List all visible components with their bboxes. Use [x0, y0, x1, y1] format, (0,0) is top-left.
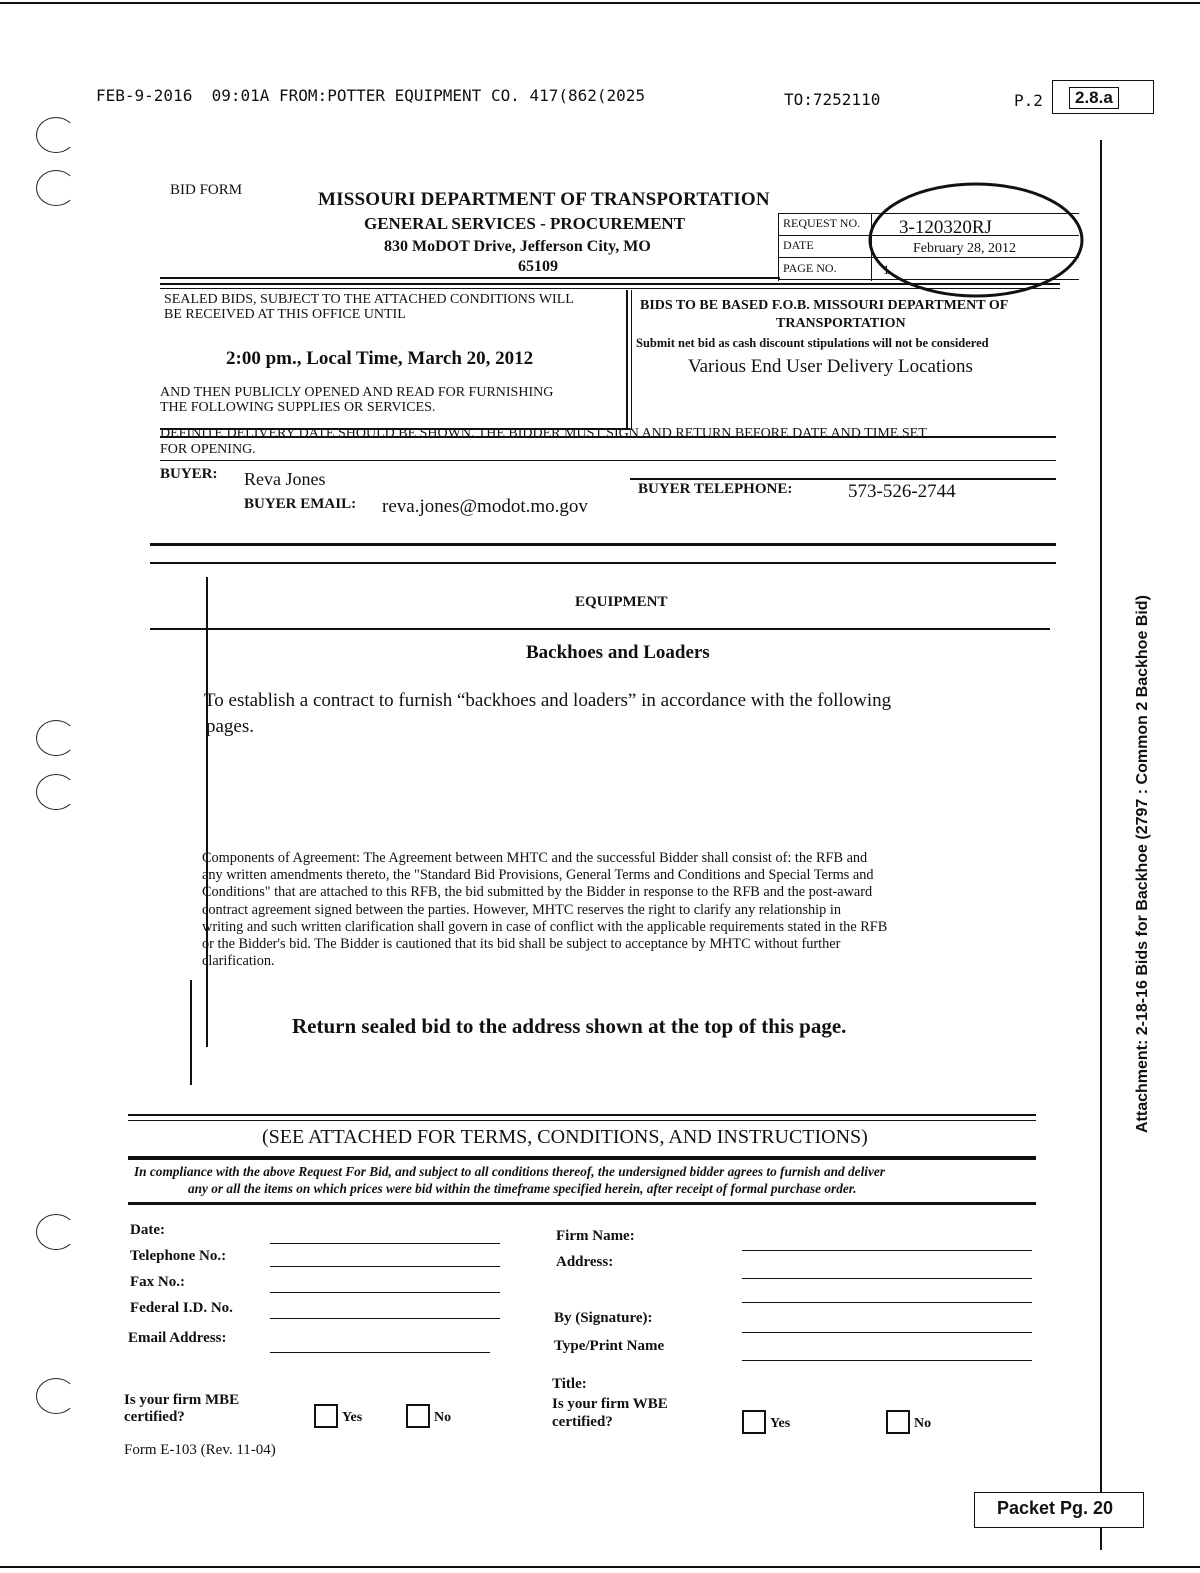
print-name-field[interactable]	[742, 1360, 1032, 1361]
buyer-email-label: BUYER EMAIL:	[244, 496, 357, 512]
side-rule	[1100, 140, 1102, 1550]
delivery-line2: FOR OPENING.	[160, 442, 256, 457]
components-line: any written amendments thereto, the "Standard Bid Provisions, General Terms and Conditions and Special Terms and	[202, 867, 874, 884]
federal-id-field-label: Federal I.D. No.	[130, 1300, 233, 1316]
agency-zip: 65109	[518, 258, 558, 275]
rule	[150, 628, 1050, 630]
components-line: Conditions" that are attached to this RFB, the bid submitted by the Bidder in response to the RFB and the post-award	[202, 884, 873, 901]
request-value: 3-120320RJ	[899, 217, 992, 238]
components-paragraph	[202, 850, 1042, 970]
rule	[160, 460, 1056, 461]
rule	[128, 1156, 1036, 1160]
fob-note: Submit net bid as cash discount stipulations will not be considered	[636, 336, 989, 350]
rule	[150, 562, 1056, 564]
components-line: or the Bidder's bid. The Bidder is cautioned that its bid shall be subject to acceptance by MHTC without further	[202, 936, 841, 953]
binder-hole	[36, 774, 76, 810]
components-line: Components of Agreement: The Agreement between MHTC and the successful Bidder shall consist of: the RFB and	[202, 850, 868, 866]
buyer-phone: 573-526-2744	[848, 481, 956, 502]
date-value: February 28, 2012	[913, 241, 1017, 256]
form-label: BID FORM	[170, 182, 243, 198]
email-field-label: Email Address:	[128, 1330, 227, 1346]
subtitle: Backhoes and Loaders	[526, 642, 710, 663]
intro-line1: To establish a contract to furnish “backhoes and loaders” in accordance with the following	[204, 690, 892, 711]
rule	[128, 1114, 1036, 1116]
fax-page-number: P.2	[1014, 91, 1043, 110]
title-label: Title:	[552, 1376, 587, 1392]
federal-id-field[interactable]	[270, 1318, 500, 1319]
date-field[interactable]	[270, 1243, 500, 1244]
side-attachment-label: Attachment: 2-18-16 Bids for Backhoe (2797 : Common 2 Backhoe Bid)	[1134, 595, 1151, 1133]
fax-field-label: Fax No.:	[130, 1274, 185, 1290]
wbe-yes-checkbox[interactable]	[742, 1410, 766, 1434]
tag-box	[1052, 80, 1154, 114]
packet-page-label: Packet Pg. 20	[997, 1498, 1114, 1518]
date-label: DATE	[783, 238, 814, 252]
delivery-location: Various End User Delivery Locations	[688, 356, 973, 377]
binder-hole	[36, 1214, 76, 1250]
terms-heading: (SEE ATTACHED FOR TERMS, CONDITIONS, AND INSTRUCTIONS)	[262, 1126, 868, 1148]
intro-line2: pages.	[206, 716, 255, 737]
sealed-bids-line1: SEALED BIDS, SUBJECT TO THE ATTACHED CONDITIONS WILL	[164, 292, 574, 307]
components-line: contract agreement signed between the parties. However, MHTC reserves the right to clarify any relationship in	[202, 901, 841, 918]
column-divider	[631, 290, 632, 430]
mbe-no-checkbox[interactable]	[406, 1404, 430, 1428]
return-note: Return sealed bid to the address shown at the top of this page.	[292, 1014, 847, 1038]
request-label: REQUEST NO.	[783, 216, 861, 230]
components-line: writing and such written clarification shall govern in case of conflict with the applicable requirements stated in the RFB	[202, 918, 888, 935]
rule	[128, 1202, 1036, 1205]
telephone-field[interactable]	[270, 1266, 500, 1267]
column-divider	[626, 290, 628, 430]
mbe-yes-checkbox[interactable]	[314, 1404, 338, 1428]
left-margin-rule	[206, 577, 208, 1047]
mbe-question-2: certified?	[124, 1409, 185, 1425]
compliance-line2: any or all the items on which prices were bid within the timeframe specified herein, after receipt of formal purchase order.	[188, 1181, 857, 1196]
rule	[150, 543, 1056, 546]
wbe-question: Is your firm WBE	[552, 1396, 668, 1412]
page-value: 1	[883, 262, 890, 277]
binder-hole	[36, 117, 76, 153]
mbe-no-label: No	[434, 1410, 452, 1425]
fax-header-from: FEB-9-2016 09:01A FROM:POTTER EQUIPMENT CO. 417(862(2025	[96, 86, 646, 105]
fob-line2: TRANSPORTATION	[776, 316, 906, 331]
rule	[160, 277, 780, 279]
firm-name-label: Firm Name:	[556, 1228, 635, 1244]
agency-name: MISSOURI DEPARTMENT OF TRANSPORTATION	[318, 189, 770, 210]
sealed-bids-line4: THE FOLLOWING SUPPLIES OR SERVICES.	[160, 400, 436, 415]
rule	[160, 283, 1060, 285]
telephone-field-label: Telephone No.:	[130, 1248, 227, 1264]
mbe-question: Is your firm MBE	[124, 1392, 240, 1408]
binder-hole	[36, 720, 76, 756]
bid-deadline: 2:00 pm., Local Time, March 20, 2012	[226, 348, 534, 369]
email-field[interactable]	[270, 1352, 490, 1353]
date-field-label: Date:	[130, 1222, 165, 1238]
left-margin-rule	[190, 980, 192, 1085]
sealed-bids-line3: AND THEN PUBLICLY OPENED AND READ FOR FURNISHING	[160, 385, 554, 400]
signature-label: By (Signature):	[554, 1310, 653, 1326]
top-border	[0, 2, 1200, 4]
buyer-phone-label: BUYER TELEPHONE:	[638, 481, 793, 497]
buyer-label: BUYER:	[160, 466, 218, 482]
signature-field[interactable]	[742, 1332, 1032, 1333]
fob-line1: BIDS TO BE BASED F.O.B. MISSOURI DEPARTMENT OF	[640, 298, 1009, 313]
print-name-label: Type/Print Name	[554, 1338, 665, 1354]
rule	[630, 478, 1056, 480]
agency-address: 830 MoDOT Drive, Jefferson City, MO	[384, 238, 651, 255]
buyer-email: reva.jones@modot.mo.gov	[382, 496, 588, 517]
address-field[interactable]	[742, 1278, 1032, 1279]
page-label: PAGE NO.	[783, 261, 837, 275]
section-title: EQUIPMENT	[575, 594, 668, 610]
agency-division: GENERAL SERVICES - PROCUREMENT	[364, 214, 686, 233]
fax-header-to: TO:7252110	[784, 90, 881, 109]
delivery-line1: DEFINITE DELIVERY DATE SHOULD BE SHOWN. THE BIDDER MUST SIGN AND RETURN BEFORE DATE AND TIME SET	[160, 426, 927, 441]
firm-name-field[interactable]	[742, 1250, 1032, 1251]
compliance-line1: In compliance with the above Request For Bid, and subject to all conditions thereof, the undersigned bidder agrees to furnish and deliver	[134, 1164, 885, 1179]
tag-label: 2.8.a	[1069, 87, 1119, 109]
address-label: Address:	[556, 1254, 614, 1270]
wbe-yes-label: Yes	[770, 1416, 791, 1431]
address-field-line2[interactable]	[742, 1302, 1032, 1303]
rule	[128, 1120, 1036, 1121]
fax-field[interactable]	[270, 1292, 500, 1293]
mbe-yes-label: Yes	[342, 1410, 363, 1425]
components-line: clarification.	[202, 953, 275, 970]
wbe-no-checkbox[interactable]	[886, 1410, 910, 1434]
sealed-bids-line2: BE RECEIVED AT THIS OFFICE UNTIL	[164, 307, 406, 322]
packet-page-box	[974, 1492, 1144, 1528]
form-number: Form E-103 (Rev. 11-04)	[124, 1442, 276, 1458]
rule	[160, 288, 1060, 289]
wbe-question-2: certified?	[552, 1414, 613, 1430]
wbe-no-label: No	[914, 1416, 932, 1431]
binder-hole	[36, 170, 76, 206]
buyer-name: Reva Jones	[244, 469, 326, 489]
bottom-border	[0, 1566, 1200, 1568]
binder-hole	[36, 1378, 76, 1414]
